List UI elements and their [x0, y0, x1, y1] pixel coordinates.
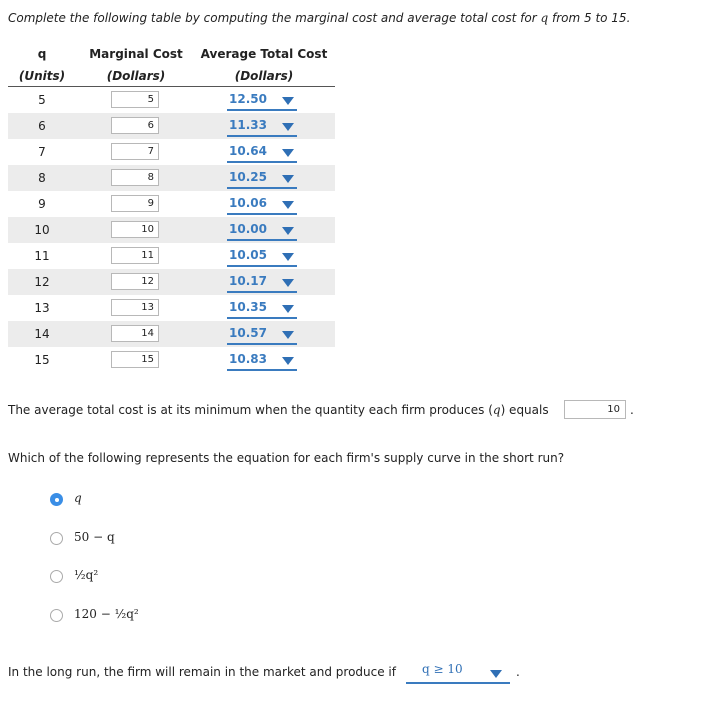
chevron-down-icon [282, 331, 294, 339]
q-cell: 7 [38, 145, 46, 159]
average-total-cost-dropdown[interactable] [227, 299, 297, 319]
chevron-down-icon [282, 201, 294, 209]
atc-value: 10.64 [229, 144, 267, 158]
long-run-value: q ≥ 10 [422, 662, 463, 676]
average-total-cost-dropdown[interactable] [227, 195, 297, 215]
table-row [8, 217, 335, 243]
supply-curve-question: Which of the following represents the equation for each firm's supply curve in the short run? [8, 451, 565, 465]
average-total-cost-dropdown[interactable] [227, 117, 297, 137]
marginal-cost-input[interactable]: 9 [111, 195, 159, 212]
atc-value: 10.06 [229, 196, 267, 210]
q-cell: 6 [38, 119, 46, 133]
chevron-down-icon [282, 357, 294, 365]
period: . [630, 403, 634, 417]
marginal-cost-input[interactable]: 13 [111, 299, 159, 316]
option-label: 120 − ½q² [74, 607, 139, 621]
prompt-text: Complete the following table by computing the marginal cost and average total cost for q from 5 to 15. [8, 11, 631, 25]
atc-value: 10.25 [229, 170, 267, 184]
atc-value: 11.33 [229, 118, 267, 132]
marginal-cost-input[interactable]: 10 [111, 221, 159, 238]
chevron-down-icon [282, 97, 294, 105]
table-row [8, 321, 335, 347]
table-row [8, 243, 335, 269]
min-atc-question: The average total cost is at its minimum when the quantity each firm produces (q) equals [8, 403, 549, 417]
radio-icon[interactable] [50, 532, 63, 545]
average-total-cost-dropdown[interactable] [227, 247, 297, 267]
chevron-down-icon [282, 149, 294, 157]
chevron-down-icon [282, 123, 294, 131]
table-row [8, 191, 335, 217]
marginal-cost-input[interactable]: 14 [111, 325, 159, 342]
unit-marginal-cost: (Dollars) [106, 69, 166, 83]
atc-value: 10.17 [229, 274, 267, 288]
marginal-cost-input[interactable]: 12 [111, 273, 159, 290]
q-cell: 5 [38, 93, 46, 107]
table-row [8, 347, 335, 373]
chevron-down-icon [282, 305, 294, 313]
table-row [8, 269, 335, 295]
chevron-down-icon [282, 227, 294, 235]
q-cell: 15 [34, 353, 50, 367]
marginal-cost-input[interactable]: 5 [111, 91, 159, 108]
table-unit-row [8, 66, 335, 87]
radio-icon[interactable] [50, 570, 63, 583]
marginal-cost-input[interactable]: 7 [111, 143, 159, 160]
table-header-row [8, 44, 335, 66]
q-cell: 11 [34, 249, 50, 263]
atc-value: 10.05 [229, 248, 267, 262]
average-total-cost-dropdown[interactable] [227, 221, 297, 241]
long-run-question: In the long run, the firm will remain in the market and produce if [8, 665, 396, 679]
table-row [8, 165, 335, 191]
unit-average-total-cost: (Dollars) [234, 69, 294, 83]
option-label: ½q² [74, 568, 99, 582]
average-total-cost-dropdown[interactable] [227, 351, 297, 371]
cost-table [8, 44, 335, 373]
radio-selected-icon[interactable] [50, 493, 63, 506]
chevron-down-icon [490, 670, 502, 678]
atc-value: 10.83 [229, 352, 267, 366]
min-quantity-input[interactable]: 10 [564, 400, 626, 419]
q-cell: 8 [38, 171, 46, 185]
table-row [8, 139, 335, 165]
q-cell: 14 [34, 327, 50, 341]
chevron-down-icon [282, 279, 294, 287]
q-cell: 10 [34, 223, 50, 237]
table-row [8, 87, 335, 113]
q-cell: 9 [38, 197, 46, 211]
average-total-cost-dropdown[interactable] [227, 169, 297, 189]
chevron-down-icon [282, 253, 294, 261]
q-cell: 12 [34, 275, 50, 289]
chevron-down-icon [282, 175, 294, 183]
marginal-cost-input[interactable]: 6 [111, 117, 159, 134]
average-total-cost-dropdown[interactable] [227, 273, 297, 293]
average-total-cost-dropdown[interactable] [227, 143, 297, 163]
atc-value: 10.35 [229, 300, 267, 314]
table-row [8, 295, 335, 321]
average-total-cost-dropdown[interactable] [227, 91, 297, 111]
header-marginal-cost: Marginal Cost [89, 47, 183, 61]
header-average-total-cost: Average Total Cost [200, 47, 328, 61]
atc-value: 12.50 [229, 92, 267, 106]
table-row [8, 113, 335, 139]
marginal-cost-input[interactable]: 15 [111, 351, 159, 368]
period: . [516, 665, 520, 679]
atc-value: 10.57 [229, 326, 267, 340]
q-cell: 13 [34, 301, 50, 315]
marginal-cost-input[interactable]: 11 [111, 247, 159, 264]
header-q: q [37, 47, 47, 61]
option-label: q [74, 491, 82, 505]
marginal-cost-input[interactable]: 8 [111, 169, 159, 186]
atc-value: 10.00 [229, 222, 267, 236]
average-total-cost-dropdown[interactable] [227, 325, 297, 345]
unit-q: (Units) [18, 69, 66, 83]
option-label: 50 − q [74, 530, 115, 544]
long-run-dropdown[interactable] [406, 662, 510, 684]
radio-icon[interactable] [50, 609, 63, 622]
